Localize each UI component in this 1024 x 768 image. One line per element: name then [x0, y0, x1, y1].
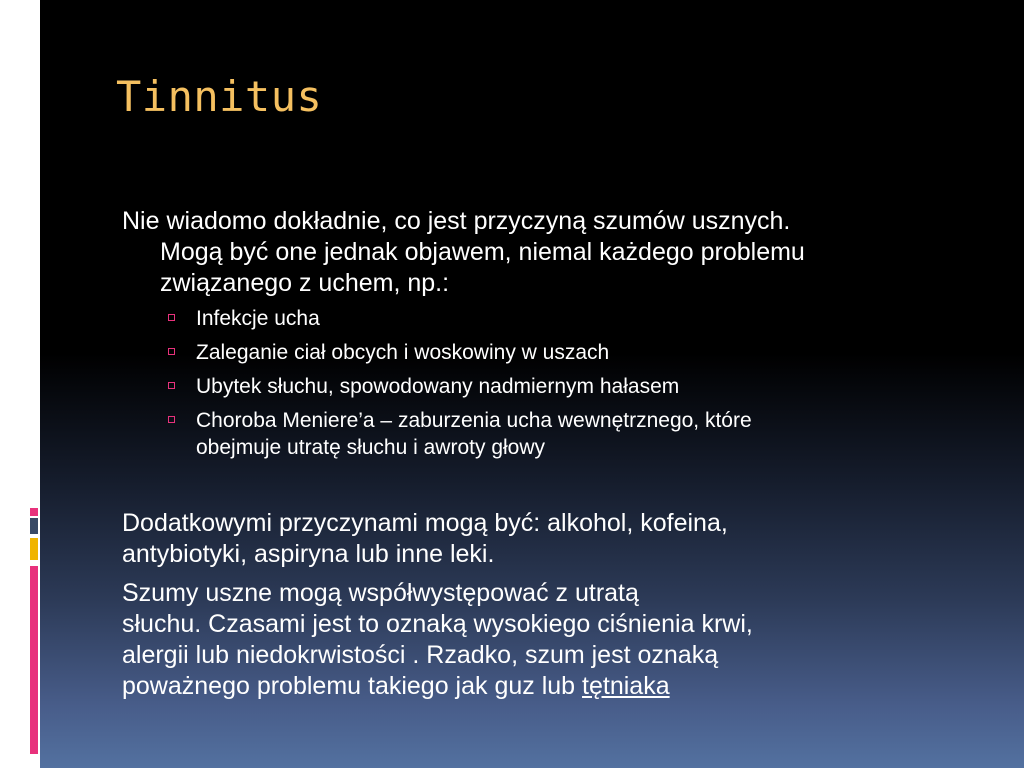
- square-bullet-icon: [168, 348, 175, 355]
- aneurysm-link[interactable]: tętniaka: [582, 672, 670, 700]
- list-item-label: Zaleganie ciał obcych i woskowiny w uszach: [196, 341, 610, 364]
- list-item: [160, 373, 920, 400]
- list-item-label: Choroba Meniere’a – zaburzenia ucha wewnętrznego, które: [196, 409, 752, 432]
- list-item-label: Infekcje ucha: [196, 307, 320, 330]
- additional-line-1: Dodatkowymi przyczynami mogą być: alkohol, kofeina,: [122, 509, 728, 537]
- list-item: [160, 339, 920, 366]
- additional-line-2: antybiotyki, aspiryna lub inne leki.: [122, 540, 495, 568]
- slide-title: Tinnitus: [116, 72, 323, 121]
- accent-bar-pink-tall: [30, 566, 38, 754]
- square-bullet-icon: [168, 314, 175, 321]
- hearing-line-3: alergii lub niedokrwistości . Rzadko, szum jest oznaką: [122, 641, 719, 669]
- additional-causes-paragraph: [122, 508, 942, 570]
- accent-bar-gold: [30, 538, 38, 560]
- accent-bar-slate: [30, 518, 38, 534]
- square-bullet-icon: [168, 416, 175, 423]
- hearing-line-1: Szumy uszne mogą współwystępować z utratą: [122, 579, 639, 607]
- accent-bar-pink-small: [30, 508, 38, 516]
- intro-paragraph: [122, 206, 1000, 299]
- hearing-loss-paragraph: [122, 578, 942, 702]
- intro-line-1: Nie wiadomo dokładnie, co jest przyczyną szumów usznych.: [122, 207, 791, 235]
- list-item: [160, 305, 920, 332]
- hearing-line-2: słuchu. Czasami jest to oznaką wysokiego ciśnienia krwi,: [122, 610, 753, 638]
- list-item-label-continued: obejmuje utratę słuchu i awroty głowy: [196, 436, 546, 459]
- causes-list: [160, 305, 920, 468]
- list-item: [160, 407, 920, 461]
- square-bullet-icon: [168, 382, 175, 389]
- slide: [40, 0, 1024, 768]
- hearing-line-4: poważnego problemu takiego jak guz lub: [122, 672, 576, 700]
- list-item-label: Ubytek słuchu, spowodowany nadmiernym hałasem: [196, 375, 680, 398]
- intro-line-2: Mogą być one jednak objawem, niemal każdego problemu: [160, 238, 805, 266]
- intro-line-3: związanego z uchem, np.:: [160, 269, 450, 297]
